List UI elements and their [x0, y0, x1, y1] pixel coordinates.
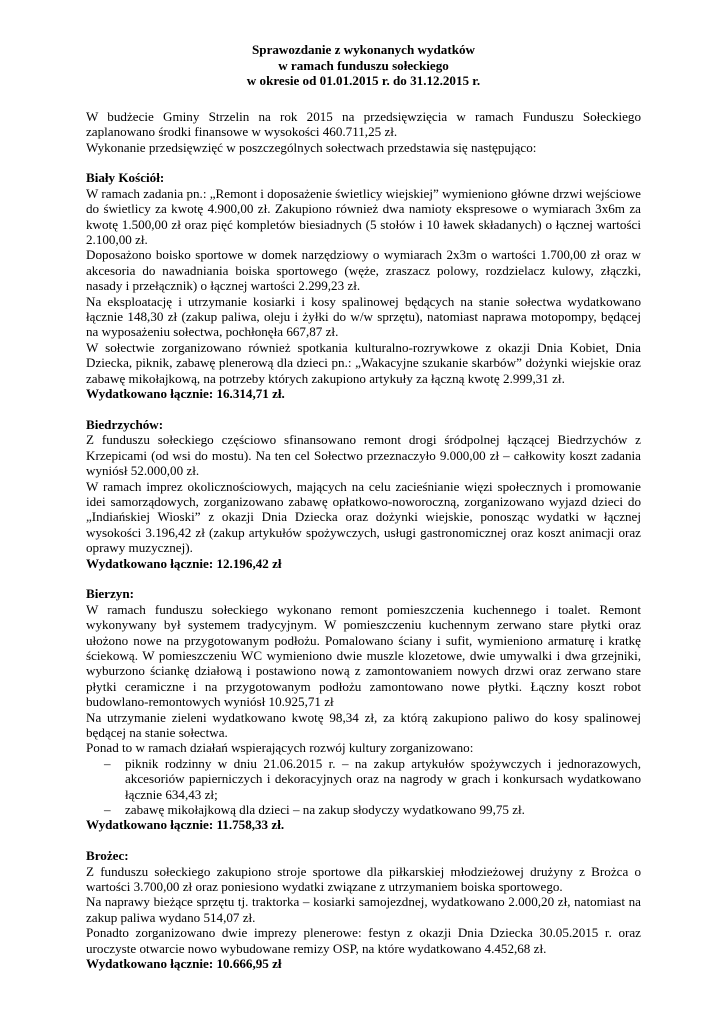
section-total: Wydatkowano łącznie: 11.758,33 zł. — [86, 817, 285, 833]
section-paragraph: Ponad to w ramach działań wspierających rozwój kultury zorganizowano: — [86, 740, 474, 756]
intro-paragraph: W budżecie Gminy Strzelin na rok 2015 na przedsięwzięcia w ramach Funduszu Sołeckiego zaplanowano środki finansowe w wysokości 460.711,25 zł. — [86, 108, 641, 140]
section-heading: Bierzyn: — [86, 586, 134, 602]
section — [86, 170, 641, 401]
section-paragraph: Z funduszu sołeckiego zakupiono stroje sportowe dla piłkarskiej młodzieżowej drużyny z Brożca o wartości 3.700,00 zł oraz poniesiono wydatki związane z utrzymaniem boiska sportowego. — [86, 863, 641, 895]
bullet-item: – piknik rodzinny w dniu 21.06.2015 r. – na zakup artykułów spożywczych i jednorazowych, akcesoriów papierniczych i dekoracyjnych oraz na nagrody w grach i konkursach wydatkowano łącznie 634,43 zł; — [106, 756, 641, 802]
section-total: Wydatkowano łącznie: 12.196,42 zł — [86, 555, 282, 571]
section — [86, 586, 641, 833]
section — [86, 848, 641, 971]
section-heading: Biały Kościół: — [86, 170, 165, 186]
section — [86, 417, 641, 571]
bullet-list — [86, 756, 641, 818]
sections — [86, 170, 641, 971]
section-total: Wydatkowano łącznie: 16.314,71 zł. — [86, 386, 285, 402]
section-paragraph: Z funduszu sołeckiego częściowo sfinansowano remont drogi śródpolnej łączącej Biedrzychów z Krzepicami (od wsi do mostu). Na ten cel Sołectwo przeznaczyło 9.000,00 zł – całkowity koszt zadania wyniósł 52.000,00 zł. — [86, 432, 641, 479]
title-line: w okresie od 01.01.2015 r. do 31.12.2015 r. — [246, 73, 481, 89]
section-total: Wydatkowano łącznie: 10.666,95 zł — [86, 956, 282, 972]
title-line: Sprawozdanie z wykonanych wydatków — [252, 42, 475, 57]
section-paragraph: W ramach zadania pn.: „Remont i doposażenie świetlicy wiejskiej” wymieniono główne drzwi wejściowe do świetlicy za kwotę 4.900,00 zł. Zakupiono również dwa namioty ekspresowe o wymiarach 3x6m za kwotę 1.500,00 zł oraz pięć kompletów biesiadnych (5 stołów i 10 ławek składanych) o łącznej wartości 2.100,00 zł. — [86, 185, 641, 248]
section-paragraph: Doposażono boisko sportowe w domek narzędziowy o wymiarach 2x3m o wartości 1.700,00 zł oraz w akcesoria do nawadniania boiska sportowego (węże, zraszacz polowy, rozdzielacz kulowy, złączki, nasady i przełącznik) o łącznej wartości 2.299,23 zł. — [86, 247, 641, 294]
intro — [86, 109, 641, 155]
section-paragraph: W sołectwie zorganizowano również spotkania kulturalno-rozrywkowe z okazji Dnia Kobiet, Dnia Dziecka, piknik, zabawę plenerową dla dzieci pn.: „Wakacyjne szukanie skarbów” dożynki wiejskie oraz zabawę mikołajkową, na potrzeby których zakupiono artykuły za łączną kwotę 2.999,31 zł. — [86, 339, 641, 386]
intro-paragraph: Wykonanie przedsięwzięć w poszczególnych sołectwach przedstawia się następująco: — [86, 139, 537, 155]
document-title — [86, 42, 641, 89]
section-heading: Biedrzychów: — [86, 416, 164, 432]
section-paragraph: Ponadto zorganizowano dwie imprezy plenerowe: festyn z okazji Dnia Dziecka 30.05.2015 r. oraz uroczyste otwarcie nowo wybudowane remizy OSP, na które wydatkowano 4.452,68 zł. — [86, 925, 641, 956]
section-heading: Brożec: — [86, 848, 129, 864]
section-paragraph: Na naprawy bieżące sprzętu tj. traktorka – kosiarki samojezdnej, wydatkowano 2.000,20 zł, natomiast na zakup paliwa wydano 514,07 zł. — [86, 894, 641, 925]
section-paragraph: W ramach imprez okolicznościowych, mających na celu zacieśnianie więzi społecznych i promowanie idei samorządowych, zorganizowano zabawę opłatkowo-noworoczną, zorganizowano wyjazd dzieci do „Indiańskiej Wioski” z okazji Dnia Dziecka oraz dożynki wiejskie, ponosząc wydatki w łącznej wysokości 3.196,42 zł (zakup artykułów spożywczych, usługi gastronomicznej oraz koszt animacji oraz oprawy muzycznej). — [86, 478, 641, 556]
bullet-item: – zabawę mikołajkową dla dzieci – na zakup słodyczy wydatkowano 99,75 zł. — [106, 802, 641, 817]
section-paragraph: W ramach funduszu sołeckiego wykonano remont pomieszczenia kuchennego i toalet. Remont wykonywany był systemem tradycyjnym. W pomieszczeniu kuchennym zerwano stare płytki oraz ułożono nowe na przygotowanym podłożu. Pomalowano ściany i sufit, wymieniono armaturę i kratkę ściekową. W pomieszczeniu WC wymieniono dwie muszle klozetowe, dwie umywalki i dwa grzejniki, wyburzono ściankę działową i postawiono nową z zamontowaniem nowych drzwi oraz zerwano stare płytki ceramiczne i na przygotowanym podłożu zamontowano nowe płytki. Łączny koszt robot budowlano-remontowych wyniósł 10.925,71 zł — [86, 601, 641, 710]
section-paragraph: Na eksploatację i utrzymanie kosiarki i kosy spalinowej będących na stanie sołectwa wydatkowano łącznie 148,30 zł (zakup paliwa, oleju i żyłki do w/w sprzętu), natomiast naprawa motopompy, będącej na wyposażeniu sołectwa, pochłonęła 667,87 zł. — [86, 293, 641, 340]
section-paragraph: Na utrzymanie zieleni wydatkowano kwotę 98,34 zł, za którą zakupiono paliwo do kosy spalinowej będącej na stanie sołectwa. — [86, 709, 641, 740]
title-line: w ramach funduszu sołeckiego — [278, 57, 449, 73]
